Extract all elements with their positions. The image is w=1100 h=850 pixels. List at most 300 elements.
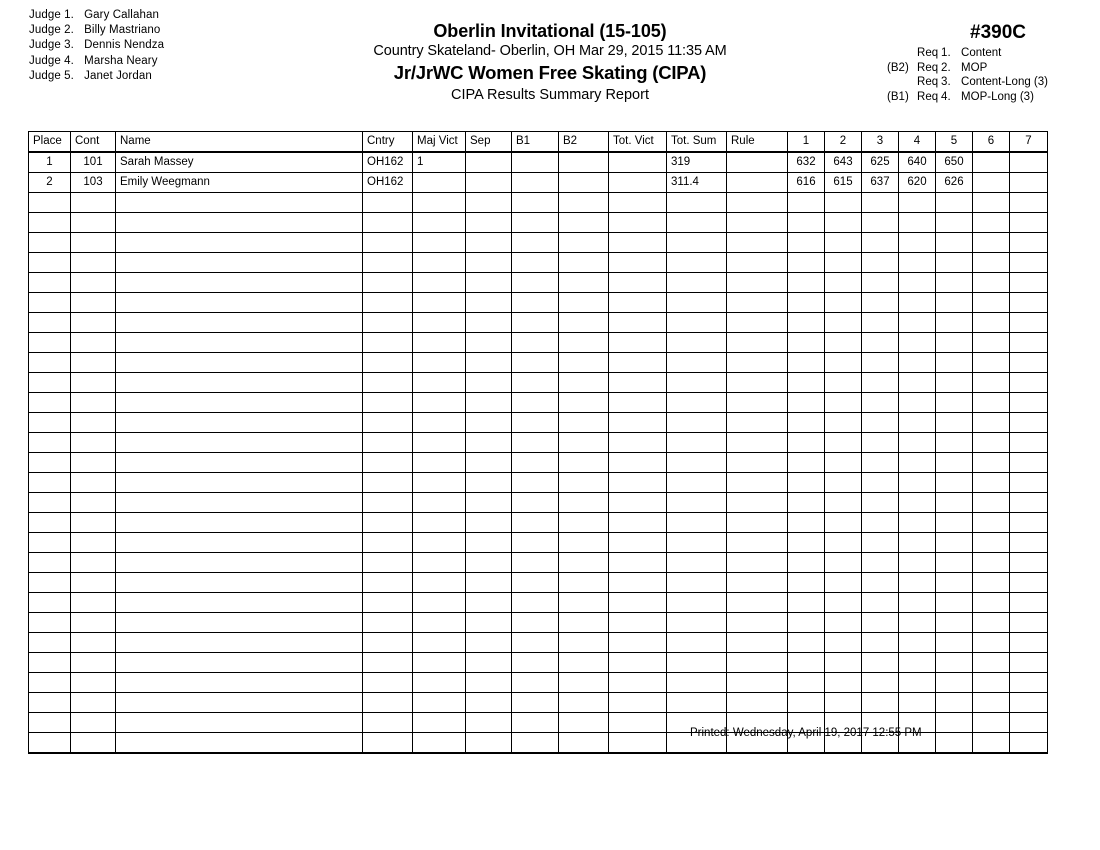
- cell-empty: [363, 533, 413, 553]
- cell-empty: [466, 213, 512, 233]
- cell-empty: [788, 453, 825, 473]
- cell-empty: [899, 673, 936, 693]
- cell-judge-2-score: 615: [825, 173, 862, 193]
- cell-empty: [862, 593, 899, 613]
- report-name: CIPA Results Summary Report: [451, 87, 649, 103]
- cell-empty: [71, 333, 116, 353]
- cell-empty: [29, 513, 71, 533]
- cell-empty: [71, 733, 116, 754]
- cell-empty: [512, 473, 559, 493]
- requirement-number: 2.: [941, 61, 951, 74]
- cell-empty: [862, 613, 899, 633]
- cell-empty: [862, 433, 899, 453]
- cell-empty: [609, 693, 667, 713]
- cell-empty: [609, 193, 667, 213]
- cell-empty: [862, 393, 899, 413]
- cell-empty: [116, 633, 363, 653]
- cell-empty: [116, 233, 363, 253]
- cell-empty: [667, 333, 727, 353]
- cell-empty: [116, 533, 363, 553]
- requirements-list: [887, 46, 1048, 104]
- cell-empty: [862, 673, 899, 693]
- cell-empty: [788, 353, 825, 373]
- cell-empty: [862, 553, 899, 573]
- cell-empty: [413, 453, 466, 473]
- cell-rule: [727, 152, 788, 173]
- cell-empty: [788, 213, 825, 233]
- cell-empty: [1010, 633, 1048, 653]
- cell-empty: [899, 473, 936, 493]
- cell-empty: [116, 253, 363, 273]
- cell-empty: [899, 533, 936, 553]
- cell-empty: [825, 413, 862, 433]
- cell-empty: [71, 273, 116, 293]
- cell-empty: [973, 373, 1010, 393]
- cell-empty: [825, 693, 862, 713]
- cell-empty: [788, 533, 825, 553]
- cell-empty: [559, 633, 609, 653]
- table-row-empty: [29, 293, 1048, 313]
- cell-tot-sum: 319: [667, 152, 727, 173]
- cell-empty: [727, 353, 788, 373]
- judge-row: [29, 23, 279, 38]
- cell-empty: [973, 233, 1010, 253]
- cell-empty: [116, 673, 363, 693]
- cell-empty: [116, 713, 363, 733]
- cell-empty: [29, 413, 71, 433]
- cell-empty: [609, 253, 667, 273]
- cell-judge-2-score: 643: [825, 152, 862, 173]
- cell-empty: [116, 393, 363, 413]
- cell-empty: [71, 313, 116, 333]
- cell-empty: [116, 193, 363, 213]
- cell-empty: [1010, 673, 1048, 693]
- cell-empty: [936, 393, 973, 413]
- cell-empty: [413, 533, 466, 553]
- cell-empty: [466, 333, 512, 353]
- requirement-text: Content: [961, 47, 1002, 59]
- requirement-number: 1.: [941, 47, 951, 59]
- cell-empty: [667, 533, 727, 553]
- cell-empty: [1010, 273, 1048, 293]
- cell-empty: [1010, 253, 1048, 273]
- column-header-maj-vict: Maj Vict: [413, 132, 466, 153]
- judge-number: 1.: [64, 9, 74, 21]
- table-row-empty: [29, 213, 1048, 233]
- judge-name: Janet Jordan: [84, 69, 152, 82]
- cell-empty: [825, 573, 862, 593]
- cell-empty: [788, 333, 825, 353]
- cell-empty: [512, 493, 559, 513]
- table-row-empty: [29, 533, 1048, 553]
- cell-empty: [363, 193, 413, 213]
- cell-empty: [788, 293, 825, 313]
- cell-empty: [899, 493, 936, 513]
- cell-empty: [512, 633, 559, 653]
- cell-empty: [363, 273, 413, 293]
- cell-empty: [609, 393, 667, 413]
- cell-empty: [466, 293, 512, 313]
- cell-empty: [116, 573, 363, 593]
- cell-empty: [973, 673, 1010, 693]
- cell-empty: [413, 273, 466, 293]
- cell-empty: [727, 333, 788, 353]
- table-row-empty: [29, 653, 1048, 673]
- cell-empty: [609, 473, 667, 493]
- cell-empty: [413, 293, 466, 313]
- column-header-1: 1: [788, 132, 825, 153]
- cell-empty: [936, 633, 973, 653]
- cell-b2: [559, 173, 609, 193]
- cell-empty: [788, 633, 825, 653]
- cell-empty: [936, 333, 973, 353]
- requirement-text: Content-Long (3): [961, 76, 1048, 89]
- cell-b2: [559, 152, 609, 173]
- cell-empty: [667, 393, 727, 413]
- cell-empty: [788, 613, 825, 633]
- cell-b1: [512, 152, 559, 173]
- cell-empty: [936, 253, 973, 273]
- cell-empty: [973, 593, 1010, 613]
- cell-empty: [29, 333, 71, 353]
- cell-empty: [1010, 213, 1048, 233]
- cell-empty: [825, 353, 862, 373]
- cell-empty: [727, 633, 788, 653]
- cell-empty: [609, 313, 667, 333]
- cell-empty: [936, 713, 973, 733]
- judge-label: Judge: [29, 54, 61, 67]
- table-row-empty: [29, 553, 1048, 573]
- requirement-number: 3.: [941, 76, 951, 89]
- cell-sep: [466, 173, 512, 193]
- cell-empty: [609, 653, 667, 673]
- judge-name: Gary Callahan: [84, 9, 159, 21]
- cell-empty: [116, 693, 363, 713]
- judge-row: [29, 8, 279, 23]
- cell-empty: [559, 213, 609, 233]
- cell-empty: [71, 253, 116, 273]
- cell-empty: [363, 653, 413, 673]
- cell-empty: [1010, 393, 1048, 413]
- cell-empty: [667, 593, 727, 613]
- cell-empty: [71, 533, 116, 553]
- cell-empty: [1010, 453, 1048, 473]
- cell-empty: [363, 353, 413, 373]
- cell-empty: [973, 253, 1010, 273]
- cell-empty: [788, 373, 825, 393]
- requirement-label: Req: [917, 76, 939, 89]
- cell-empty: [1010, 473, 1048, 493]
- cell-empty: [29, 713, 71, 733]
- requirement-label: Req: [917, 47, 939, 59]
- cell-empty: [727, 313, 788, 333]
- cell-empty: [413, 313, 466, 333]
- cell-empty: [1010, 353, 1048, 373]
- cell-empty: [936, 473, 973, 493]
- cell-empty: [862, 453, 899, 473]
- cell-empty: [825, 333, 862, 353]
- cell-empty: [466, 413, 512, 433]
- cell-judge-3-score: 637: [862, 173, 899, 193]
- event-number: #390C: [970, 22, 1026, 43]
- cell-empty: [559, 193, 609, 213]
- cell-empty: [609, 593, 667, 613]
- cell-empty: [899, 393, 936, 413]
- cell-empty: [899, 353, 936, 373]
- cell-empty: [825, 653, 862, 673]
- judge-number: 3.: [64, 39, 74, 52]
- cell-empty: [788, 693, 825, 713]
- cell-empty: [466, 593, 512, 613]
- cell-empty: [899, 313, 936, 333]
- cell-empty: [116, 293, 363, 313]
- judge-label: Judge: [29, 69, 61, 82]
- cell-empty: [973, 213, 1010, 233]
- cell-empty: [363, 213, 413, 233]
- cell-empty: [862, 313, 899, 333]
- cell-empty: [862, 693, 899, 713]
- cell-empty: [29, 253, 71, 273]
- cell-empty: [29, 613, 71, 633]
- cell-empty: [667, 293, 727, 313]
- cell-empty: [512, 653, 559, 673]
- cell-name: Sarah Massey: [116, 152, 363, 173]
- cell-empty: [466, 573, 512, 593]
- cell-empty: [71, 353, 116, 373]
- cell-empty: [512, 193, 559, 213]
- cell-empty: [363, 293, 413, 313]
- cell-empty: [413, 353, 466, 373]
- cell-empty: [788, 513, 825, 533]
- cell-empty: [71, 713, 116, 733]
- cell-empty: [825, 633, 862, 653]
- cell-tot-sum: 311.4: [667, 173, 727, 193]
- requirement-text: MOP-Long (3): [961, 90, 1034, 103]
- table-row-empty: [29, 333, 1048, 353]
- cell-empty: [466, 613, 512, 633]
- cell-empty: [559, 493, 609, 513]
- cell-empty: [71, 553, 116, 573]
- cell-empty: [936, 373, 973, 393]
- cell-empty: [936, 733, 973, 754]
- cell-empty: [936, 673, 973, 693]
- cell-empty: [788, 393, 825, 413]
- cell-empty: [413, 393, 466, 413]
- cell-empty: [862, 413, 899, 433]
- requirement-prefix: [887, 75, 917, 90]
- column-header-rule: Rule: [727, 132, 788, 153]
- print-timestamp: Printed: Wednesday, April 19, 2017 12:55 PM: [690, 727, 922, 739]
- cell-empty: [667, 273, 727, 293]
- cell-empty: [512, 613, 559, 633]
- cell-empty: [609, 613, 667, 633]
- cell-empty: [973, 493, 1010, 513]
- requirement-row: [887, 90, 1048, 105]
- cell-empty: [363, 493, 413, 513]
- cell-empty: [29, 533, 71, 553]
- cell-empty: [71, 613, 116, 633]
- cell-empty: [667, 433, 727, 453]
- cell-empty: [899, 193, 936, 213]
- cell-judge-3-score: 625: [862, 152, 899, 173]
- cell-tot-vict: [609, 173, 667, 193]
- cell-empty: [862, 253, 899, 273]
- cell-empty: [29, 653, 71, 673]
- column-header-4: 4: [899, 132, 936, 153]
- cell-empty: [609, 713, 667, 733]
- cell-judge-7-score: [1010, 152, 1048, 173]
- cell-empty: [559, 293, 609, 313]
- cell-empty: [71, 373, 116, 393]
- cell-empty: [936, 433, 973, 453]
- judge-number: 5.: [64, 69, 74, 82]
- cell-empty: [1010, 493, 1048, 513]
- cell-empty: [71, 413, 116, 433]
- cell-empty: [29, 573, 71, 593]
- cell-empty: [899, 613, 936, 633]
- cell-empty: [512, 593, 559, 613]
- cell-empty: [973, 653, 1010, 673]
- table-row-empty: [29, 693, 1048, 713]
- cell-empty: [727, 553, 788, 573]
- cell-empty: [466, 473, 512, 493]
- cell-empty: [1010, 693, 1048, 713]
- cell-empty: [899, 213, 936, 233]
- cell-empty: [363, 433, 413, 453]
- cell-empty: [29, 313, 71, 333]
- cell-empty: [1010, 593, 1048, 613]
- cell-empty: [825, 373, 862, 393]
- cell-empty: [862, 373, 899, 393]
- cell-empty: [512, 393, 559, 413]
- cell-empty: [116, 593, 363, 613]
- cell-empty: [1010, 613, 1048, 633]
- requirement-row: [887, 46, 1048, 61]
- cell-empty: [29, 353, 71, 373]
- cell-empty: [727, 413, 788, 433]
- column-header-tot-sum: Tot. Sum: [667, 132, 727, 153]
- cell-empty: [727, 293, 788, 313]
- cell-empty: [29, 273, 71, 293]
- cell-empty: [936, 293, 973, 313]
- column-header-tot-vict: Tot. Vict: [609, 132, 667, 153]
- cell-empty: [512, 733, 559, 754]
- table-row-empty: [29, 433, 1048, 453]
- cell-empty: [413, 553, 466, 573]
- cell-empty: [363, 393, 413, 413]
- cell-empty: [71, 213, 116, 233]
- cell-empty: [29, 673, 71, 693]
- cell-empty: [788, 433, 825, 453]
- cell-empty: [363, 713, 413, 733]
- cell-empty: [559, 473, 609, 493]
- cell-cntry: OH162: [363, 173, 413, 193]
- cell-empty: [899, 513, 936, 533]
- cell-empty: [788, 593, 825, 613]
- cell-empty: [71, 513, 116, 533]
- requirement-prefix: (B1): [887, 90, 909, 103]
- cell-empty: [116, 553, 363, 573]
- table-row-empty: [29, 193, 1048, 213]
- cell-empty: [727, 253, 788, 273]
- cell-judge-1-score: 632: [788, 152, 825, 173]
- column-header-cntry: Cntry: [363, 132, 413, 153]
- cell-empty: [936, 213, 973, 233]
- cell-empty: [862, 333, 899, 353]
- column-header-7: 7: [1010, 132, 1048, 153]
- cell-empty: [936, 553, 973, 573]
- cell-empty: [1010, 573, 1048, 593]
- cell-empty: [899, 453, 936, 473]
- judge-row: [29, 54, 279, 69]
- cell-empty: [413, 513, 466, 533]
- cell-empty: [727, 693, 788, 713]
- column-header-name: Name: [116, 132, 363, 153]
- cell-empty: [29, 693, 71, 713]
- table-row-empty: [29, 593, 1048, 613]
- cell-empty: [71, 693, 116, 713]
- cell-empty: [973, 693, 1010, 713]
- table-row-empty: [29, 573, 1048, 593]
- cell-empty: [466, 233, 512, 253]
- cell-empty: [973, 433, 1010, 453]
- cell-empty: [363, 413, 413, 433]
- cell-empty: [71, 193, 116, 213]
- cell-empty: [788, 673, 825, 693]
- cell-empty: [667, 413, 727, 433]
- table-header-row: [29, 132, 1048, 153]
- cell-cont: 101: [71, 152, 116, 173]
- cell-empty: [899, 253, 936, 273]
- requirement-prefix: [887, 46, 917, 61]
- column-header-b2: B2: [559, 132, 609, 153]
- cell-empty: [559, 613, 609, 633]
- cell-empty: [862, 353, 899, 373]
- cell-empty: [936, 193, 973, 213]
- cell-empty: [512, 373, 559, 393]
- cell-empty: [825, 613, 862, 633]
- cell-empty: [559, 413, 609, 433]
- cell-empty: [116, 213, 363, 233]
- cell-empty: [413, 253, 466, 273]
- cell-empty: [727, 193, 788, 213]
- cell-empty: [413, 213, 466, 233]
- cell-empty: [788, 273, 825, 293]
- cell-empty: [825, 433, 862, 453]
- table-row-empty: [29, 513, 1048, 533]
- cell-empty: [862, 533, 899, 553]
- cell-empty: [899, 693, 936, 713]
- cell-empty: [862, 513, 899, 533]
- cell-empty: [29, 393, 71, 413]
- cell-empty: [667, 553, 727, 573]
- cell-empty: [413, 593, 466, 613]
- cell-empty: [116, 733, 363, 754]
- cell-empty: [609, 333, 667, 353]
- cell-empty: [973, 573, 1010, 593]
- cell-empty: [512, 293, 559, 313]
- cell-empty: [667, 653, 727, 673]
- cell-empty: [899, 293, 936, 313]
- cell-empty: [116, 413, 363, 433]
- cell-empty: [29, 193, 71, 213]
- cell-empty: [116, 273, 363, 293]
- cell-empty: [973, 313, 1010, 333]
- table-row-empty: [29, 233, 1048, 253]
- cell-empty: [936, 413, 973, 433]
- cell-empty: [936, 353, 973, 373]
- judge-number: 4.: [64, 54, 74, 67]
